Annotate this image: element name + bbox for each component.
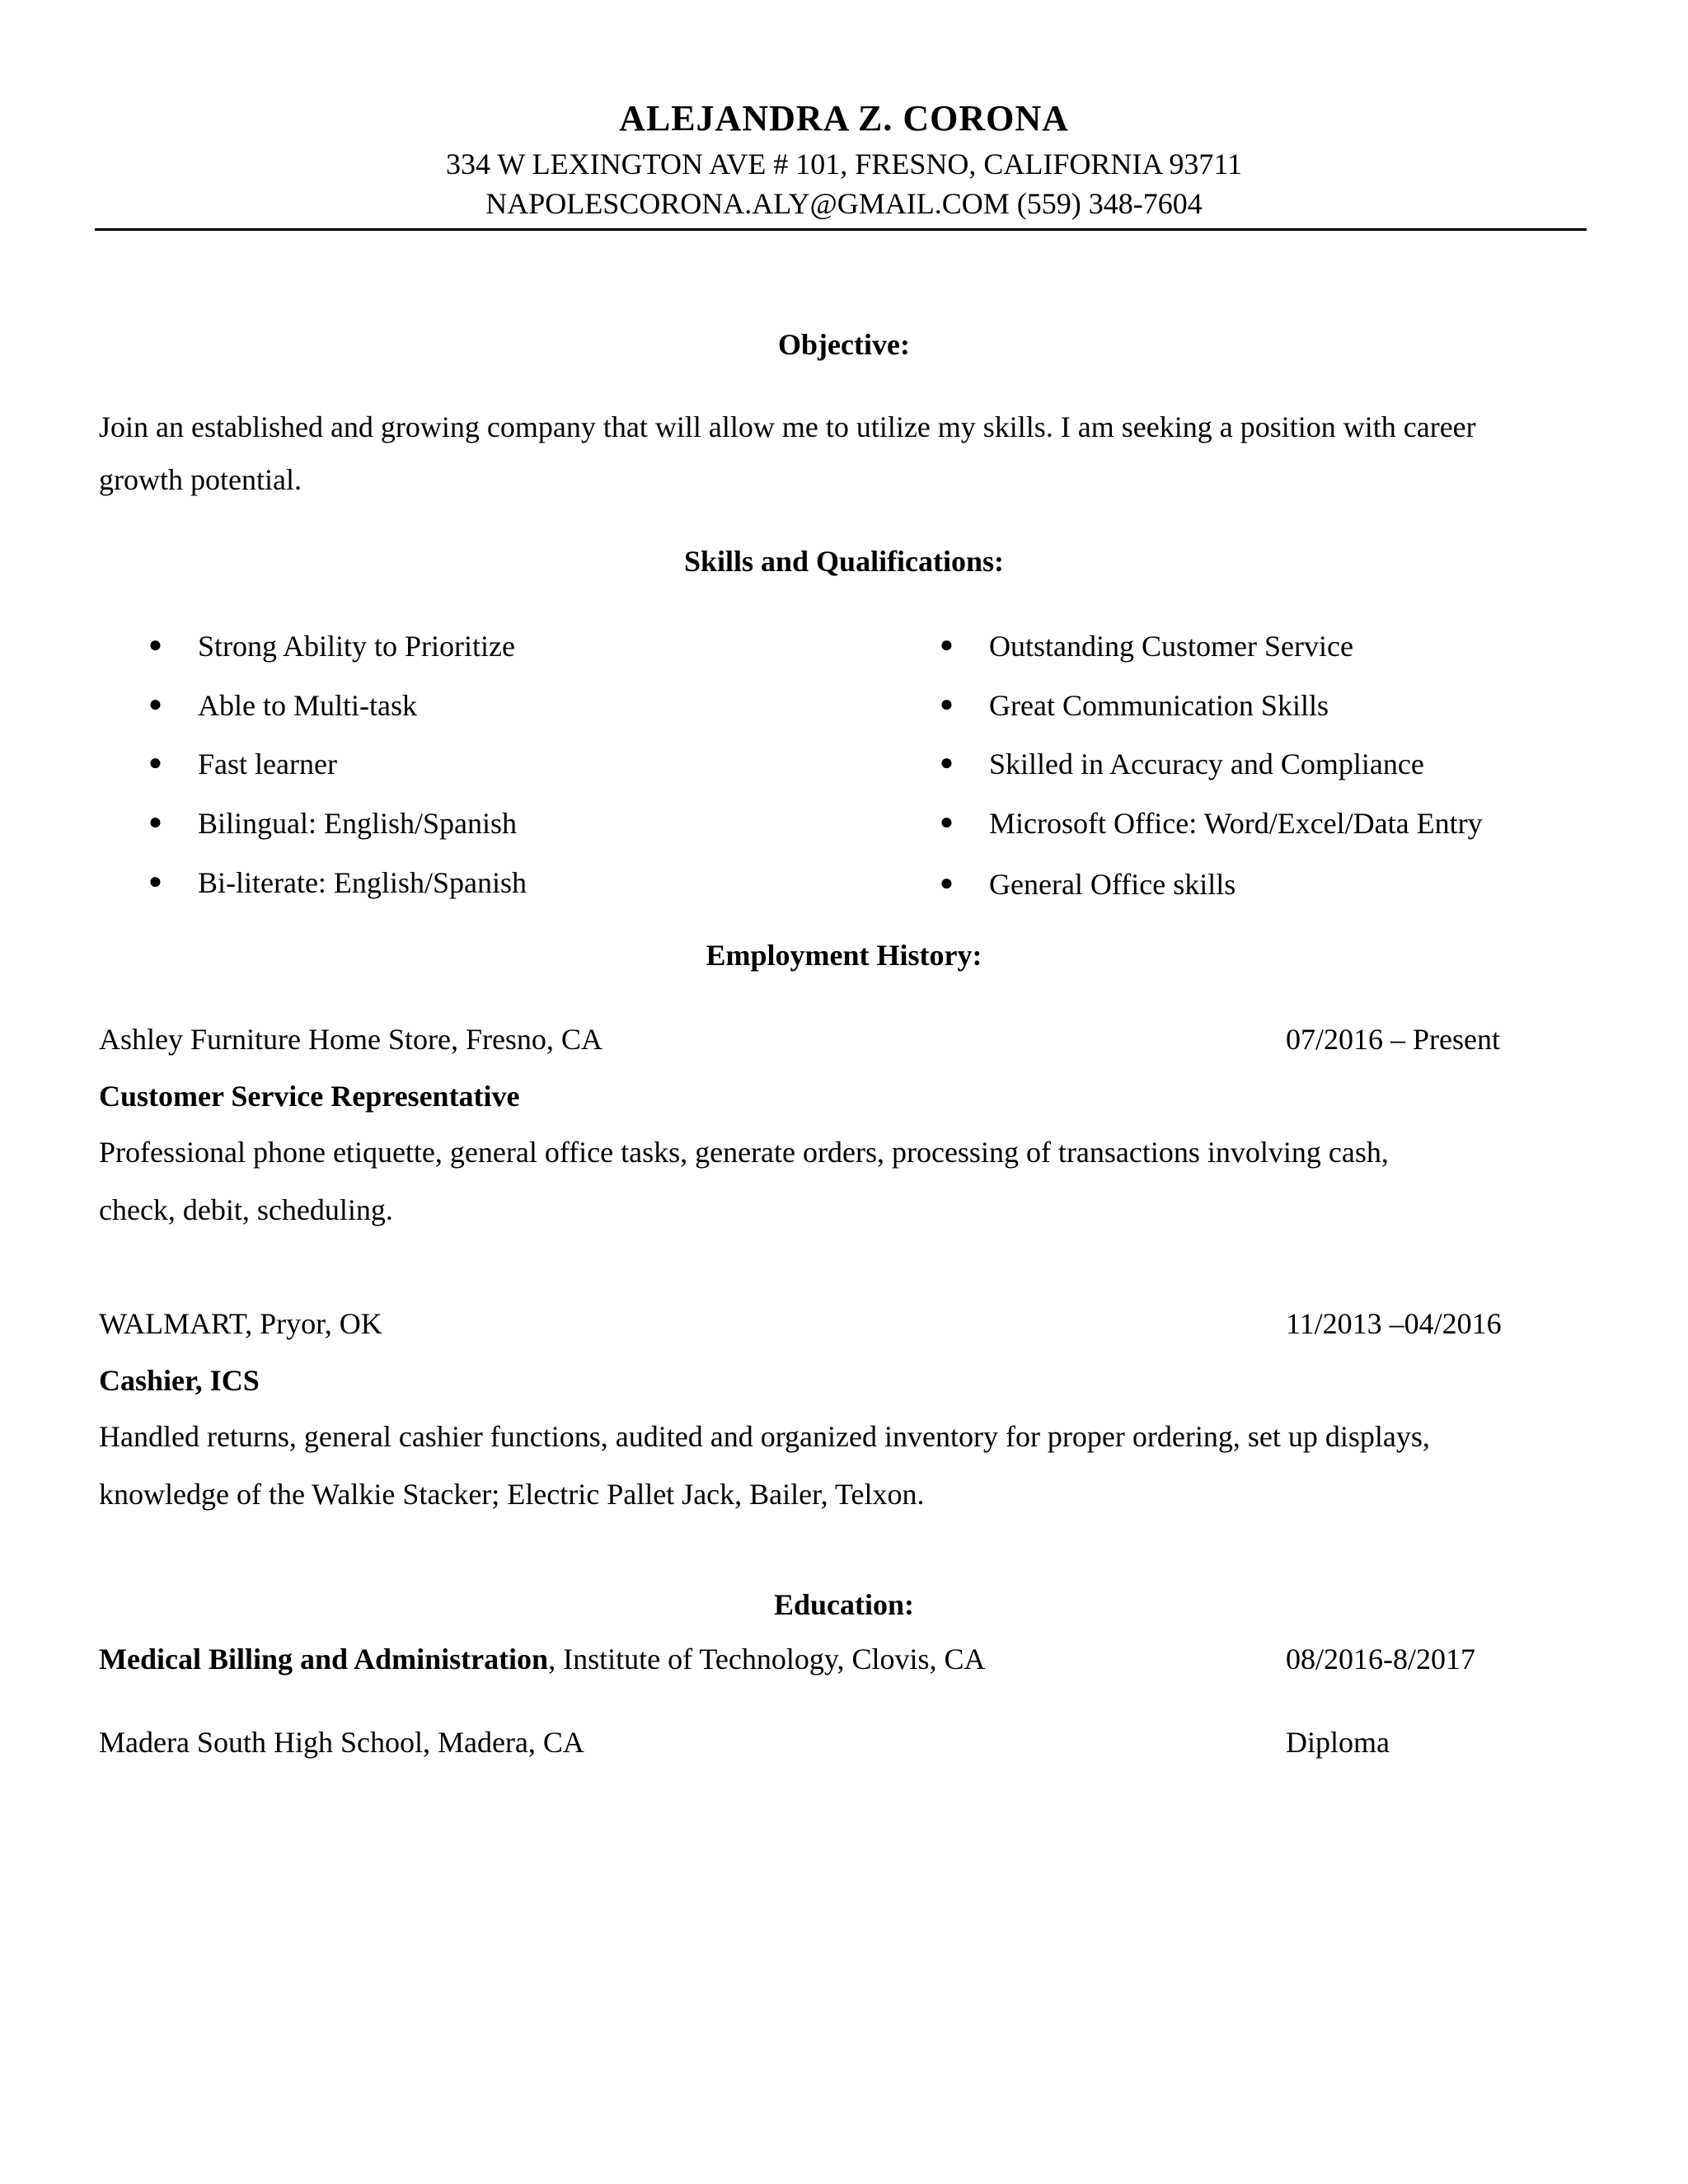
bullet-icon: ● — [940, 691, 954, 717]
education-program: Medical Billing and Administration — [99, 1643, 549, 1675]
bullet-icon: ● — [940, 809, 954, 835]
candidate-name: ALEJANDRA Z. CORONA — [619, 98, 1069, 138]
education-dates: 08/2016-8/2017 — [1286, 1643, 1475, 1675]
job-description-line-1: Handled returns, general cashier functions, audited and organized inventory for proper ordering, set up displays, — [99, 1420, 1430, 1453]
job-title: Cashier, ICS — [99, 1364, 260, 1397]
bullet-icon: ● — [148, 750, 162, 776]
job-description-line-1: Professional phone etiquette, general office tasks, generate orders, processing of transactions involving cash, — [99, 1136, 1389, 1169]
education-line — [99, 1642, 986, 1676]
job-dates: 07/2016 – Present — [1286, 1023, 1500, 1056]
education-heading: Education: — [773, 1588, 915, 1621]
bullet-icon: ● — [148, 809, 162, 835]
job-title: Customer Service Representative — [99, 1080, 520, 1113]
address: 334 W LEXINGTON AVE # 101, FRESNO, CALIFORNIA 93711 — [445, 148, 1243, 180]
job-description-line-2: knowledge of the Walkie Stacker; Electric Pallet Jack, Bailer, Telxon. — [99, 1478, 925, 1511]
objective-line-1: Join an established and growing company that will allow me to utilize my skills. I am seeking a position with career — [99, 410, 1476, 443]
email-phone: NAPOLESCORONA.ALY@GMAIL.COM (559) 348-7604 — [485, 187, 1203, 220]
job-company: Ashley Furniture Home Store, Fresno, CA — [99, 1023, 603, 1056]
job-description-line-2: check, debit, scheduling. — [99, 1193, 393, 1226]
bullet-icon: ● — [148, 691, 162, 717]
bullet-icon: ● — [940, 750, 954, 776]
education-institution: , Institute of Technology, Clovis, CA — [548, 1643, 986, 1675]
education-institution: Madera South High School, Madera, CA — [99, 1726, 584, 1759]
objective-line-2: growth potential. — [99, 463, 302, 496]
bullet-icon: ● — [940, 632, 954, 658]
bullet-icon: ● — [148, 632, 162, 658]
header-divider — [95, 228, 1587, 231]
education-result: Diploma — [1286, 1726, 1390, 1759]
job-company: WALMART, Pryor, OK — [99, 1307, 382, 1340]
employment-heading: Employment History: — [706, 939, 982, 972]
job-dates: 11/2013 –04/2016 — [1286, 1307, 1502, 1340]
objective-heading: Objective: — [778, 328, 910, 361]
skills-heading: Skills and Qualifications: — [683, 545, 1005, 578]
bullet-icon: ● — [940, 870, 954, 896]
bullet-icon: ● — [148, 869, 162, 894]
